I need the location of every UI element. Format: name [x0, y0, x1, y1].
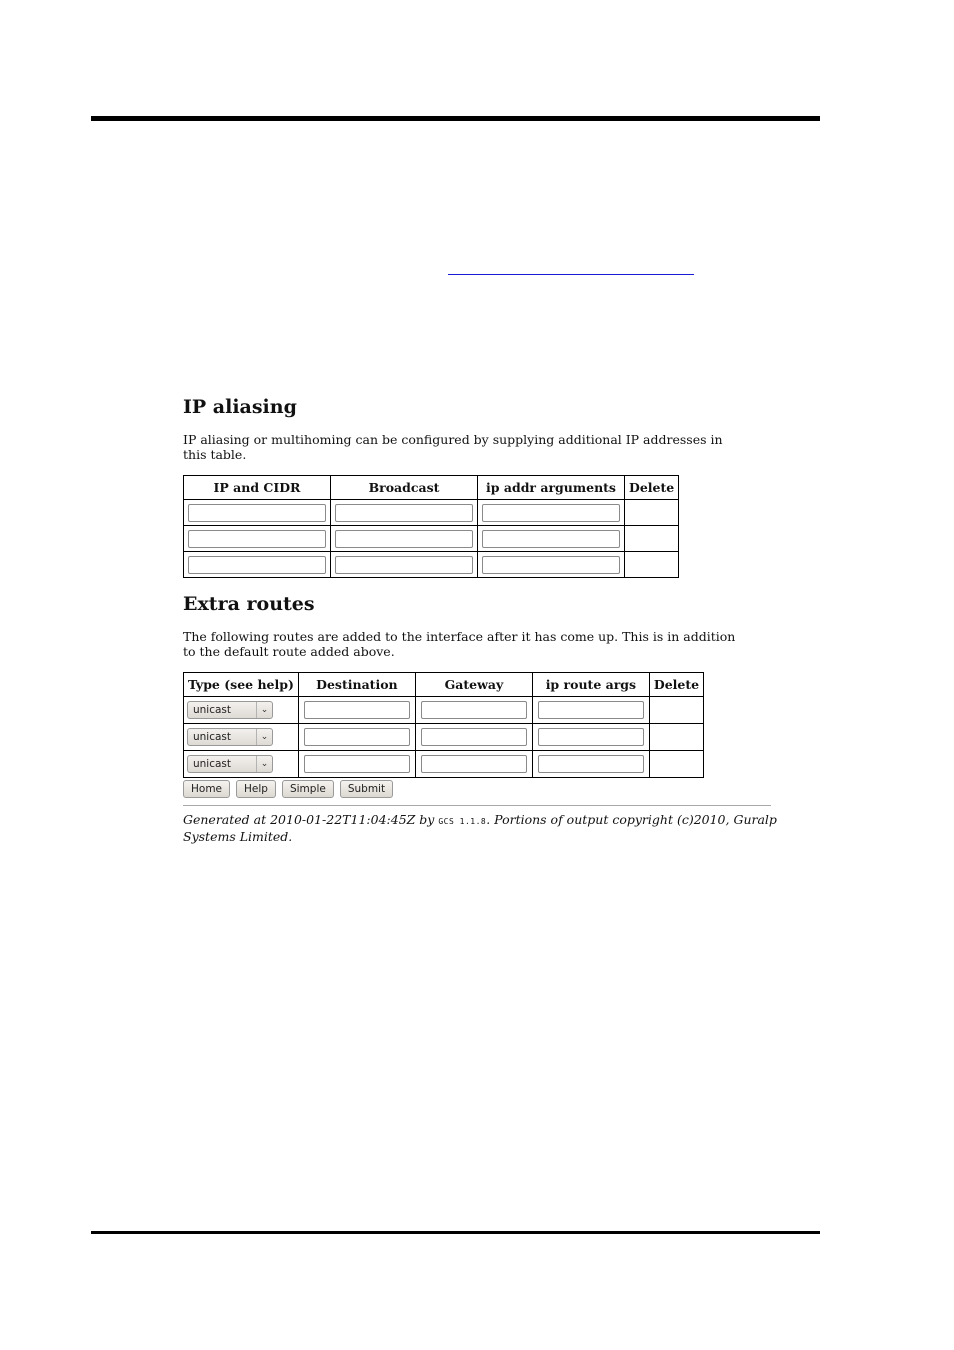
broadcast-input[interactable]: [335, 556, 473, 574]
col-ip-cidr: IP and CIDR: [184, 476, 331, 500]
destination-input[interactable]: [304, 728, 410, 746]
ip-route-args-input[interactable]: [538, 701, 644, 719]
ip-route-args-input[interactable]: [538, 755, 644, 773]
config-page: [183, 395, 783, 844]
submit-button[interactable]: Submit: [340, 780, 393, 798]
ip-aliasing-heading: IP aliasing: [183, 396, 297, 418]
link-underline[interactable]: [448, 274, 694, 275]
delete-cell[interactable]: [625, 552, 679, 578]
help-button[interactable]: Help: [236, 780, 276, 798]
col-destination: Destination: [298, 673, 415, 697]
table-header-row: [184, 476, 679, 500]
page-top-rule: [91, 116, 820, 121]
chevron-down-icon: ⌄: [256, 756, 272, 772]
col-ip-route-args: ip route args: [532, 673, 649, 697]
chevron-down-icon: ⌄: [256, 702, 272, 718]
gateway-input[interactable]: [421, 728, 527, 746]
table-row: [184, 751, 704, 778]
route-type-value: unicast: [193, 758, 232, 770]
ip-cidr-input[interactable]: [188, 504, 326, 522]
table-row: [184, 552, 679, 578]
destination-input[interactable]: [304, 701, 410, 719]
route-type-select[interactable]: [187, 728, 273, 746]
footer-prefix: Generated at 2010-01-22T11:04:45Z by: [183, 812, 439, 827]
software-version: GCS 1.1.8: [438, 817, 487, 826]
ip-cidr-input[interactable]: [188, 530, 326, 548]
ip-addr-args-input[interactable]: [482, 556, 620, 574]
delete-cell[interactable]: [649, 724, 703, 751]
simple-button[interactable]: Simple: [282, 780, 334, 798]
delete-cell[interactable]: [649, 697, 703, 724]
route-type-select[interactable]: [187, 701, 273, 719]
table-row: [184, 526, 679, 552]
ip-aliasing-description: IP aliasing or multihoming can be configured by supplying additional IP addresses in this table.: [183, 432, 723, 462]
generated-footer: [183, 812, 783, 844]
gateway-input[interactable]: [421, 755, 527, 773]
col-type: Type (see help): [184, 673, 299, 697]
delete-cell[interactable]: [625, 500, 679, 526]
broadcast-input[interactable]: [335, 530, 473, 548]
col-delete: Delete: [649, 673, 703, 697]
table-header-row: [184, 673, 704, 697]
delete-cell[interactable]: [649, 751, 703, 778]
footer-suffix: . Portions of output copyright (c)2010, Guralp Systems Limited.: [183, 812, 777, 844]
page-bottom-rule: [91, 1231, 820, 1234]
ip-cidr-input[interactable]: [188, 556, 326, 574]
ip-addr-args-input[interactable]: [482, 504, 620, 522]
form-button-row: [183, 780, 783, 798]
col-gateway: Gateway: [415, 673, 532, 697]
extra-routes-table: [183, 672, 704, 778]
ip-aliasing-table: [183, 475, 679, 578]
ip-addr-args-input[interactable]: [482, 530, 620, 548]
col-delete: Delete: [625, 476, 679, 500]
route-type-value: unicast: [193, 704, 232, 716]
ip-route-args-input[interactable]: [538, 728, 644, 746]
broadcast-input[interactable]: [335, 504, 473, 522]
footer-divider: [183, 805, 771, 806]
route-type-value: unicast: [193, 731, 232, 743]
route-type-select[interactable]: [187, 755, 273, 773]
extra-routes-description: The following routes are added to the interface after it has come up. This is in addition to the default route added above.: [183, 629, 736, 659]
col-ip-addr-args: ip addr arguments: [478, 476, 625, 500]
delete-cell[interactable]: [625, 526, 679, 552]
table-row: [184, 697, 704, 724]
col-broadcast: Broadcast: [331, 476, 478, 500]
home-button[interactable]: Home: [183, 780, 230, 798]
chevron-down-icon: ⌄: [256, 729, 272, 745]
gateway-input[interactable]: [421, 701, 527, 719]
table-row: [184, 500, 679, 526]
table-row: [184, 724, 704, 751]
destination-input[interactable]: [304, 755, 410, 773]
extra-routes-heading: Extra routes: [183, 593, 315, 615]
